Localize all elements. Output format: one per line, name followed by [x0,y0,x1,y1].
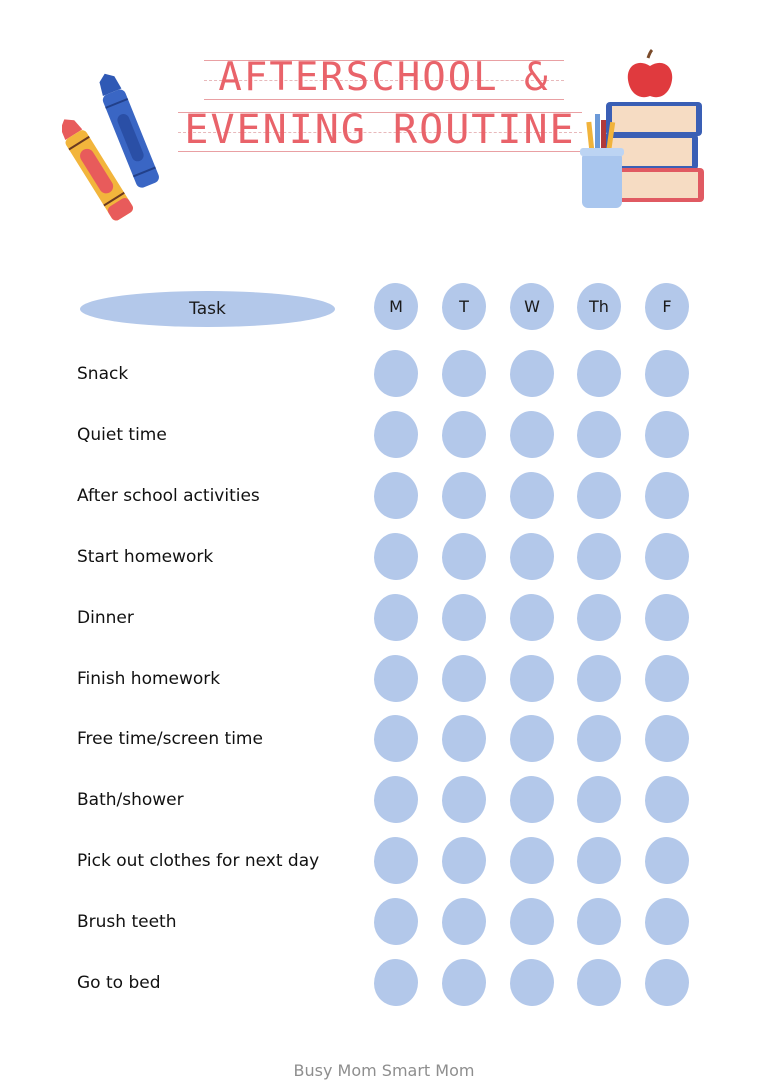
checkbox-circle-th[interactable] [577,837,621,884]
checkbox-circle-f[interactable] [645,715,689,762]
title-line-2: EVENING ROUTINE [178,110,582,154]
checkbox-circle-f[interactable] [645,533,689,580]
day-header-m: M [374,283,418,330]
checkbox-circle-w[interactable] [510,411,554,458]
checkbox-circle-f[interactable] [645,776,689,823]
checkbox-circle-th[interactable] [577,350,621,397]
day-header-w: W [510,283,554,330]
checkbox-circle-m[interactable] [374,350,418,397]
checkbox-circle-t[interactable] [442,533,486,580]
checkbox-circle-th[interactable] [577,715,621,762]
day-header-th: Th [577,283,621,330]
task-label: Brush teeth [77,912,177,932]
checkbox-circle-w[interactable] [510,594,554,641]
crayons-icon [62,66,178,226]
task-label: Start homework [77,547,214,567]
checkbox-circle-f[interactable] [645,350,689,397]
task-label: Finish homework [77,669,221,689]
checkbox-circle-m[interactable] [374,898,418,945]
checkbox-circle-w[interactable] [510,533,554,580]
title-line-1: AFTERSCHOOL & [204,58,564,102]
checkbox-circle-t[interactable] [442,472,486,519]
checkbox-circle-t[interactable] [442,776,486,823]
checkbox-circle-t[interactable] [442,715,486,762]
checkbox-circle-f[interactable] [645,411,689,458]
checkbox-circle-w[interactable] [510,898,554,945]
checkbox-circle-f[interactable] [645,472,689,519]
checkbox-circle-th[interactable] [577,533,621,580]
day-header-f: F [645,283,689,330]
checkbox-circle-w[interactable] [510,472,554,519]
checkbox-circle-f[interactable] [645,837,689,884]
task-label: Dinner [77,608,134,628]
checkbox-circle-th[interactable] [577,655,621,702]
task-label: After school activities [77,486,260,506]
checkbox-circle-t[interactable] [442,959,486,1006]
checkbox-circle-th[interactable] [577,959,621,1006]
checkbox-circle-m[interactable] [374,655,418,702]
books-apple-icon [568,48,713,213]
checkbox-circle-f[interactable] [645,959,689,1006]
checkbox-circle-t[interactable] [442,411,486,458]
day-header-t: T [442,283,486,330]
checkbox-circle-th[interactable] [577,411,621,458]
checkbox-circle-w[interactable] [510,350,554,397]
task-label: Snack [77,364,129,384]
task-label: Quiet time [77,425,167,445]
checkbox-circle-m[interactable] [374,837,418,884]
checkbox-circle-f[interactable] [645,655,689,702]
checkbox-circle-t[interactable] [442,655,486,702]
checkbox-circle-th[interactable] [577,472,621,519]
checkbox-circle-th[interactable] [577,594,621,641]
task-label: Bath/shower [77,790,184,810]
checkbox-circle-t[interactable] [442,837,486,884]
checkbox-circle-m[interactable] [374,776,418,823]
checkbox-circle-f[interactable] [645,898,689,945]
checkbox-circle-t[interactable] [442,594,486,641]
task-label: Free time/screen time [77,729,263,749]
checkbox-circle-m[interactable] [374,472,418,519]
task-label: Go to bed [77,973,161,993]
checkbox-circle-t[interactable] [442,898,486,945]
footer-brand: Busy Mom Smart Mom [293,1061,475,1080]
checkbox-circle-w[interactable] [510,837,554,884]
checkbox-circle-w[interactable] [510,776,554,823]
checkbox-circle-m[interactable] [374,411,418,458]
checkbox-circle-th[interactable] [577,776,621,823]
checkbox-circle-f[interactable] [645,594,689,641]
task-label: Pick out clothes for next day [77,851,320,871]
checkbox-circle-t[interactable] [442,350,486,397]
checkbox-circle-w[interactable] [510,655,554,702]
checkbox-circle-m[interactable] [374,959,418,1006]
checkbox-circle-w[interactable] [510,715,554,762]
checkbox-circle-w[interactable] [510,959,554,1006]
checkbox-circle-th[interactable] [577,898,621,945]
task-column-header: Task [80,291,335,327]
checkbox-circle-m[interactable] [374,715,418,762]
checkbox-circle-m[interactable] [374,594,418,641]
checkbox-circle-m[interactable] [374,533,418,580]
page-title [178,55,588,162]
